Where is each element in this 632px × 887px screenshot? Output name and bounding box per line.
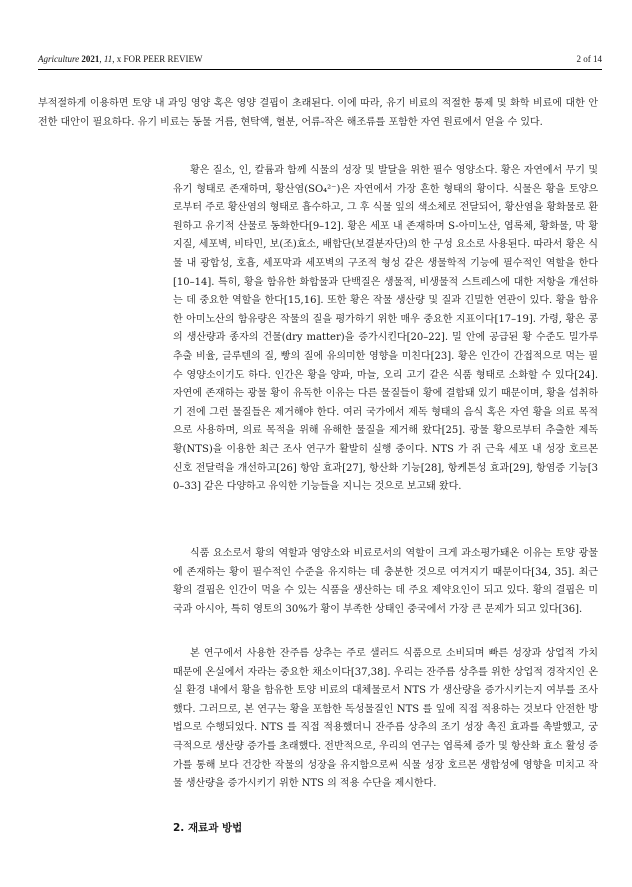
intro-paragraph: 부적절하게 이용하면 토양 내 과잉 영양 혹은 영양 결핍이 초래된다. 이에 따라, 유기 비료의 적절한 통제 및 화학 비료에 대한 안전한 대안이 필요하다. 유기 비료는 동물 거름, 현탁액, 혈분, 어류-작은 해조류를 포함한 자연 원료에서 얻을 수 있다. [38, 98, 598, 128]
sulfur-role-paragraph: 황은 질소, 인, 칼륨과 함께 식물의 성장 및 발달을 위한 필수 영양소다. 황은 자연에서 무기 및 유기 형태로 존재하며, 황산염(SO₄²⁻)은 자연에서 가장 흔한 형태의 황이다. 식물은 황을 토양으로부터 주로 황산염의 형태로 흡수하고, 그 후 식물 잎의 색소체로 전달되어, 황산염을 황화물로 환원하고 유기적 산물로 동화한다[9–12]. 황은 세포 내 존재하며 S-아미노산, 엽록체, 황화물, 막 황지질, 세포벽, 비타민, 보(조)효소, 배합단(보결분자단)의 한 구성 요소로 사용된다. 따라서 황은 식물 내 광합성, 호흡, 세포막과 세포벽의 구조적 형성 같은 생물학적 기능에 필수적인 역할을 한다[10–14]. 특히, 황을 함유한 화합물과 단백질은 생물적, 비생물적 스트레스에 대한 저항을 개선하는 데 중요한 역할을 한다[15,16]. 또한 황은 작물 생산량 및 질과 긴밀한 연관이 있다. 황을 함유한 아미노산의 함유량은 작물의 질을 평가하기 위한 매우 중요한 지표이다[17–19]. 가령, 황은 콩의 생산량과 종자의 건물(dry matter)을 증가시킨다[20–22]. 밀 안에 공급된 황 수준도 밀가루 추출 비율, 글루텐의 질, 빵의 질에 유의미한 영향을 미친다[23]. 황은 인간이 간접적으로 먹는 필수 영양소이기도 하다. 인간은 황을 양파, 마늘, 오리 고기 같은 식품 형태로 소화할 수 있다[24]. 자연에 존재하는 광물 황이 유독한 이유는 다른 물질들이 황에 결합돼 있기 때문이며, 황을 섭취하기 전에 그런 물질들은 제거해야 한다. 여러 국가에서 제독 형태의 음식 혹은 자연 황을 의료 목적으로 사용하며, 의료 목적을 위해 유해한 물질을 제거해 왔다[25]. 광물 황으로부터 추출한 제독 황(NTS)을 이용한 최근 조사 연구가 활발히 실행 중이다. NTS 가 쥐 근육 세포 내 성장 호르몬 신호 전달력을 개선하고[26] 항암 효과[27], 항산화 기능[28], 항케톤성 효과[29], 항염증 기능[30–33] 같은 다양하고 유익한 기능들을 지니는 것으로 보고돼 왔다. [173, 165, 599, 493]
page-header [38, 50, 602, 66]
section-heading: 2. 재료과 방법 [173, 822, 243, 834]
page-number: 2 of 14 [576, 54, 602, 64]
header-rule [38, 69, 602, 70]
journal-running-head: Agriculture 2021, 11, x FOR PEER REVIEW [38, 54, 203, 64]
sulfur-deficiency-paragraph: 식품 요소로서 황의 역할과 영양소와 비료로서의 역할이 크게 과소평가돼온 이유는 토양 광물에 존재하는 황이 필수적인 수준을 유지하는 데 충분한 것으로 여겨지기 때문이다[34, 35]. 최근 황의 결핍은 인간이 먹을 수 있는 식품을 생산하는 데 주요 제약요인이 되고 있다. 황의 결핍은 미국과 아시아, 특히 영토의 30%가 황이 부족한 상태인 중국에서 가장 큰 문제가 되고 있다[36]. [173, 548, 598, 615]
study-objective-paragraph: 본 연구에서 사용한 잔주름 상추는 주로 샐러드 식품으로 소비되며 빠른 성장과 상업적 가치 때문에 온실에서 자라는 중요한 채소이다[37,38]. 우리는 잔주름 상추를 위한 상업적 경작지인 온실 환경 내에서 황을 함유한 토양 비료의 대체물로서 NTS 가 생산량을 증가시키는지 여부를 조사했다. 그러므로, 본 연구는 황을 포함한 독성물질인 NTS 를 잎에 직접 적용하는 것보다 안전한 방법으로 수행되었다. NTS 를 직접 적용했더니 잔주름 상추의 조기 성장 촉진 효과를 촉발했고, 궁극적으로 생산량 증가를 초래했다. 전반적으로, 우리의 연구는 엽록체 증가 및 항산화 효소 활성 증가를 통해 보다 건강한 작물의 성장을 유지함으로써 식물 성장 호르몬 생합성에 영향을 미치고 작물 생산량을 증가시키기 위한 NTS 의 적용 수단을 제시한다. [173, 648, 598, 790]
